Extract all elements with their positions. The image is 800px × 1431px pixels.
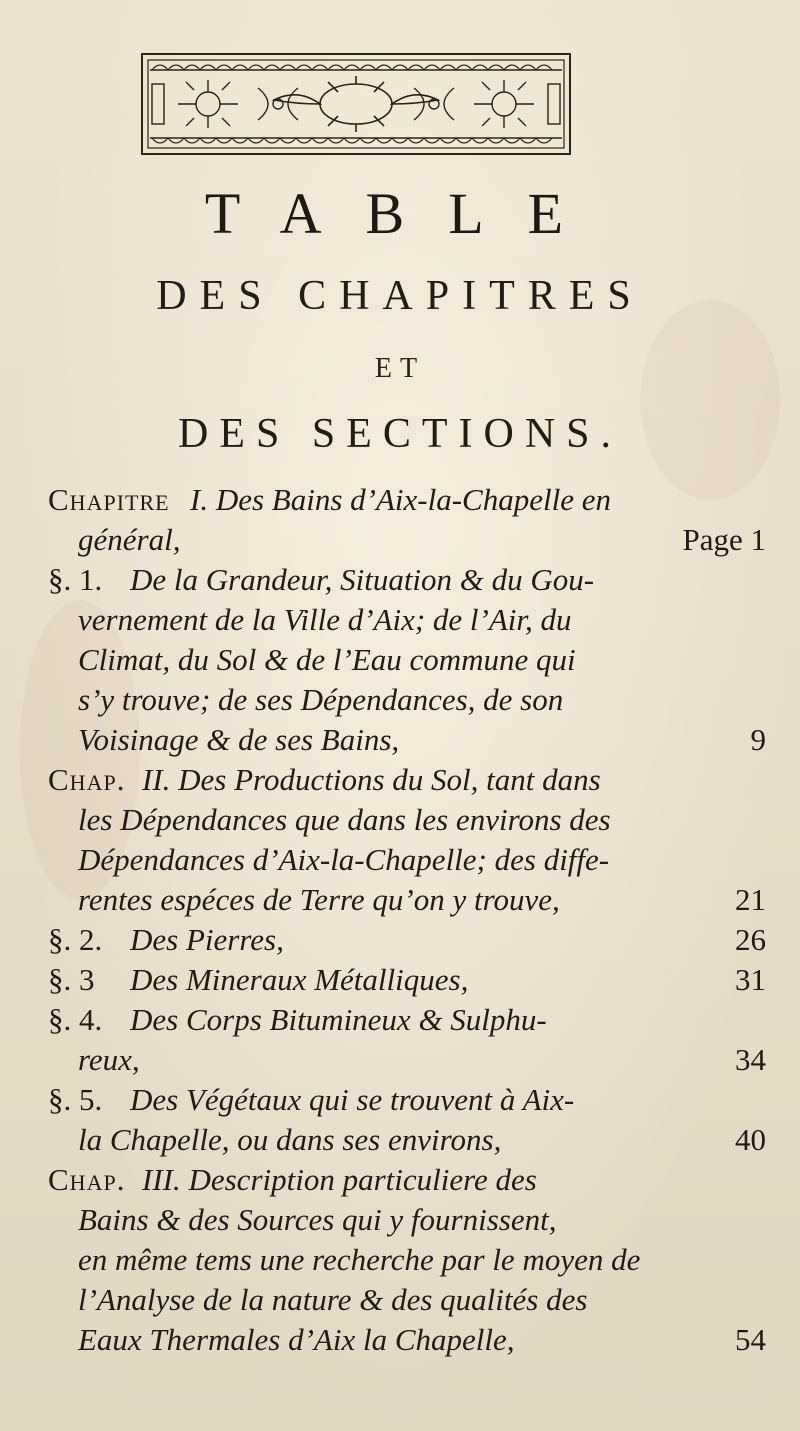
toc-text: la Chapelle, ou dans ses environs, [78,1122,502,1157]
toc-lead: §. 4. [48,1002,103,1037]
title-des-chapitres: DES CHAPITRES [156,273,644,319]
toc-text: Climat, du Sol & de l’Eau commune qui [78,642,576,677]
toc-text: Des Mineraux Métalliques, [130,962,469,997]
toc-text: I. Des Bains d’Aix-la-Chapelle en [190,482,611,517]
toc-text: Eaux Thermales d’Aix la Chapelle, [78,1322,515,1357]
title-et: ET [374,353,426,384]
title-table: TABLE [204,181,608,246]
toc-lead: §. 3 [48,962,95,997]
toc-text: II. Des Productions du Sol, tant dans [142,762,601,797]
toc-text: Des Corps Bitumineux & Sulphu- [130,1002,547,1037]
toc-page: 21 [735,882,766,917]
toc-text: général, [78,522,181,557]
toc-page: Page 1 [682,522,766,557]
toc-page: 54 [735,1322,766,1357]
toc-page: 34 [735,1042,766,1077]
toc-lead: Chap. [48,762,126,797]
title-des-sections: DES SECTIONS. [177,411,623,457]
toc-page: 31 [735,962,766,997]
toc-lead: §. 2. [48,922,103,957]
toc-page: 26 [735,922,766,957]
toc-text: s’y trouve; de ses Dépendances, de son [78,682,564,717]
toc-lead: Chapitre [48,482,170,517]
toc-text: les Dépendances que dans les environs des [78,802,611,837]
toc-text: De la Grandeur, Situation & du Gou- [130,562,595,597]
toc-text: vernement de la Ville d’Aix; de l’Air, du [78,602,572,637]
toc-text: Voisinage & de ses Bains, [78,722,400,757]
toc-text: III. Description particuliere des [142,1162,537,1197]
toc-page: 9 [750,722,766,757]
toc-text: Des Pierres, [130,922,284,957]
toc-page: 40 [735,1122,766,1157]
toc-lead: §. 5. [48,1082,103,1117]
toc-lead: Chap. [48,1162,126,1197]
toc-text: rentes espéces de Terre qu’on y trouve, [78,882,560,917]
toc-text: Dépendances d’Aix-la-Chapelle; des diffe- [78,842,610,877]
toc-lead: §. 1. [48,562,103,597]
toc-text: reux, [78,1042,140,1077]
toc-text: en même tems une recherche par le moyen de [78,1242,641,1277]
toc-text: Des Végétaux qui se trouvent à Aix- [130,1082,575,1117]
toc-text: l’Analyse de la nature & des qualités des [78,1282,588,1317]
toc-text: Bains & des Sources qui y fournissent, [78,1202,557,1237]
